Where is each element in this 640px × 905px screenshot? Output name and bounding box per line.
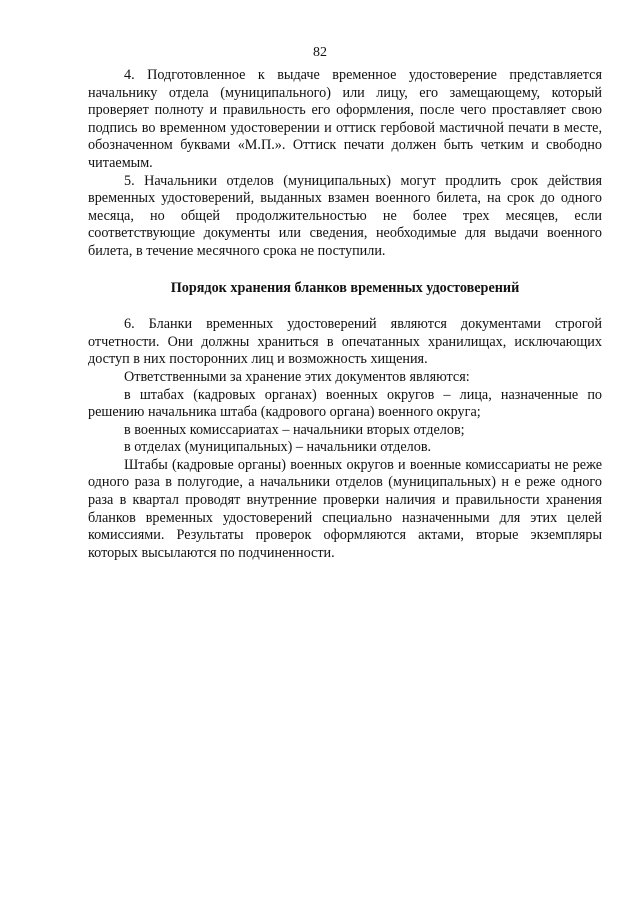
responsible-district-hq: в штабах (кадровых органах) военных округов – лица, назначенные по решению начальника штаба (кадрового органа) военного округа; (88, 386, 602, 421)
responsible-intro: Ответственными за хранение этих документов являются: (124, 368, 470, 385)
page-number: 82 (313, 45, 327, 60)
paragraph-4: 4. Подготовленное к выдаче временное удостоверение представляется начальнику отдела (муниципального) или лицу, его замещающему, который проверяет полноту и правильность его оформления, после чего проставляет свою подпись во временном удостоверении и оттиск гербовой мастичной печати в месте, обозначенном буквами «М.П.». Оттиск печати должен быть четким и свободно читаемым. (88, 67, 602, 171)
paragraph-5: 5. Начальники отделов (муниципальных) могут продлить срок действия временных удостоверений, выданных взамен военного билета, на срок до одного месяца, но общей продолжительностью не более трех месяцев, если соответствующие документы или сведения, необходимые для выдачи военного билета, в течение месячного срока не поступили. (88, 172, 602, 259)
section-heading: Порядок хранения бланков временных удостоверений (170, 279, 520, 296)
document-body (88, 67, 602, 562)
inspection-paragraph: Штабы (кадровые органы) военных округов и военные комиссариаты не реже одного раза в полугодие, а начальники отделов (муниципальных) н е реже одного раза в квартал проводят внутренние проверки наличия и правильности хранения бланков временных удостоверений специально назначенными для этих целей комиссиями. Результаты проверок оформляются актами, вторые экземпляры которых высылаются по подчиненности. (88, 456, 602, 561)
paragraph-6: 6. Бланки временных удостоверений являются документами строгой отчетности. Они должны храниться в опечатанных хранилищах, исключающих доступ в них посторонних лиц и возможность хищения. (88, 316, 602, 368)
responsible-municipal-departments: в отделах (муниципальных) – начальники отделов. (124, 439, 432, 456)
responsible-commissariats: в военных комиссариатах – начальники вторых отделов; (124, 421, 465, 438)
